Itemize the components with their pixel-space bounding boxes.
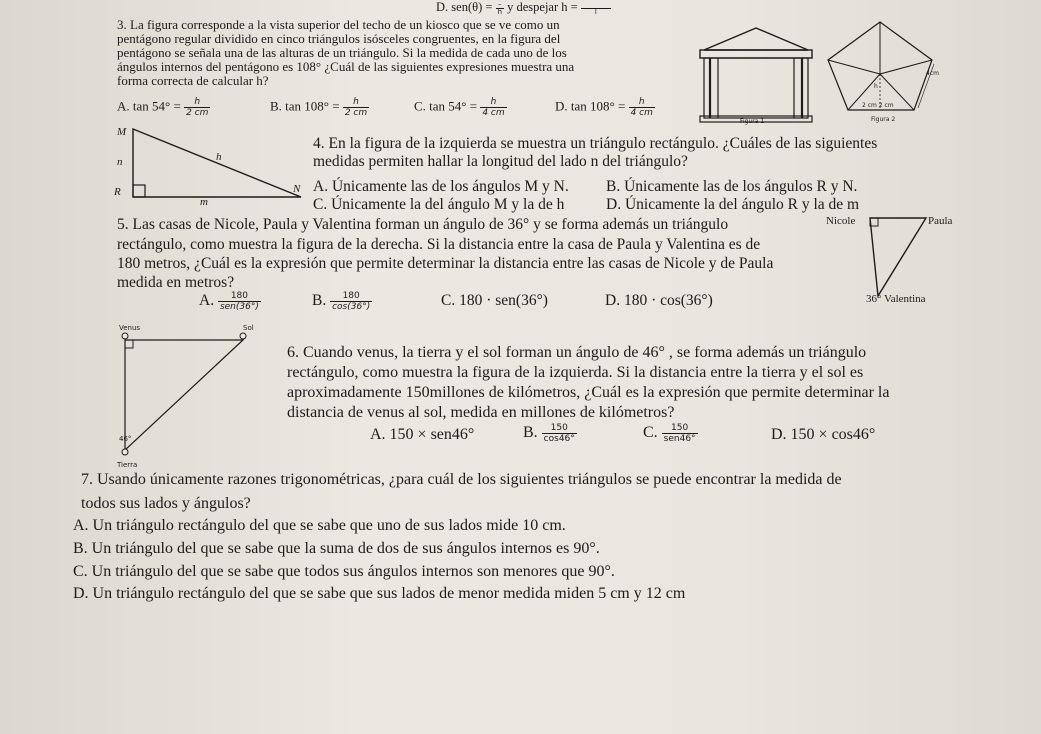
q3-line-3: pentágono se señala una de las alturas de un triángulo. Si la medida de cada uno de los [117,45,567,60]
label-tierra: Tierra [117,461,138,469]
figure-2-caption: Figura 2 [871,116,896,123]
q6-line-4: distancia de venus al sol, medida en millones de kilómetros? [287,404,675,421]
header-suffix: y despejar h = [507,0,578,14]
q3-line-4: ángulos internos del pentágono es 108° ¿Cuál de las siguientes expresiones muestra una [117,59,575,74]
q4-option-b: B. Únicamente las de los ángulos R y N. [606,178,858,195]
label-46: 46° [119,435,132,443]
q6-option-c-label: C. [643,424,658,442]
label-venus: Venus [119,324,141,332]
q3-option-d-label: D. tan 108° = [555,98,629,114]
q4-option-d: D. Únicamente la del ángulo R y la de m [606,196,860,213]
frac-den: sen(36°) [219,302,259,312]
fig2-side-label: 4cm [926,70,939,77]
frac-num: 180 [330,291,372,302]
label-R: R [114,186,121,198]
label-n: n [117,156,123,168]
label-sol: Sol [243,324,254,332]
header-frac-den: h [497,7,502,16]
frac-den: 4 cm [630,108,653,118]
earth-dot [122,449,128,455]
label-M: M [117,126,127,138]
q4-option-a: A. Únicamente las de los ángulos M y N. [313,178,569,195]
q3-line-5: forma correcta de calcular h? [117,73,269,88]
q3-option-a-label: A. tan 54° = [117,98,185,114]
fig2-base-label: 2 cm 2 cm [862,102,894,109]
q5-option-c: C. 180 · sen(36°) [441,292,548,309]
q3-option-b-fraction [343,97,369,118]
q5-option-d: D. 180 · cos(36°) [605,292,713,309]
frac-den: sen46° [663,434,696,444]
q6-line-2: rectángulo, como muestra la figura de la izquierda. Si la distancia entre la tierra y el sol es [287,364,864,381]
q6-option-d: D. 150 × cos46° [771,426,876,443]
q5-line-2: rectángulo, como muestra la figura de la derecha. Si la distancia entre la casa de Paula y Valentina es de [117,236,761,253]
q5-option-a [199,291,261,312]
q3-option-d [555,97,655,118]
label-valentina: Valentina [884,293,926,305]
figure-1-caption: Figura 1 [740,118,765,125]
q6-option-b [523,423,577,444]
houses-triangle-figure [862,214,936,304]
header-line [436,0,611,16]
frac-den: 2 cm [186,108,209,118]
frac-num: h [480,97,506,108]
q3-option-b [270,97,369,118]
q3-option-b-label: B. tan 108° = [270,98,343,114]
q5-line-1: 5. Las casas de Nicole, Paula y Valentina forman un ángulo de 36° y se forma además un triángulo [117,216,729,233]
label-paula: Paula [928,215,953,227]
q5-option-b-label: B. [312,292,327,310]
q6-option-b-label: B. [523,424,538,442]
q3-option-c-label: C. tan 54° = [414,98,481,114]
frac-num: 180 [218,291,261,302]
frac-den: cos46° [543,434,575,444]
frac-den: 4 cm [482,108,505,118]
header-text: D. sen(θ) = [436,0,496,14]
pentagon-figure [822,16,942,116]
triangle-mnr-figure [115,125,315,205]
q3-line-2: pentágono regular dividido en cinco triángulos isósceles congruentes, en la figura del [117,31,561,46]
label-nicole: Nicole [826,215,856,227]
q7-option-d: D. Un triángulo rectángulo del que se sabe que sus lados de menor medida miden 5 cm y 12 cm [73,585,686,602]
q7-option-c: C. Un triángulo del que se sabe que todos sus ángulos internos son menores que 90°. [73,563,615,580]
q3-option-c-fraction [480,97,506,118]
q3-line-1: 3. La figura corresponde a la vista superior del techo de un kiosco que se ve como un [117,17,560,32]
q6-option-b-fraction [542,423,577,444]
frac-num: h [629,97,655,108]
q5-option-b [312,291,372,312]
label-h: h [216,151,222,163]
header-fraction [496,1,504,16]
venus-sun-earth-figure [115,316,265,456]
q6-line-1: 6. Cuando venus, la tierra y el sol forman un ángulo de 46° , se forma además un triángulo [287,344,867,361]
q3-option-a-fraction [184,97,210,118]
header-tail-den: l [594,7,597,16]
q7-option-a: A. Un triángulo rectángulo del que se sabe que uno de sus lados mide 10 cm. [73,517,566,534]
q7-line-1: 7. Usando únicamente razones trigonométricas, ¿para cuál de los siguientes triángulos se puede encontrar la medida de [81,471,842,488]
kiosk-figure [696,26,816,126]
q5-option-a-fraction [218,291,261,312]
frac-num: 150 [542,423,577,434]
q5-option-b-fraction [330,291,372,312]
q3-option-c [414,97,507,118]
frac-den: 2 cm [344,108,368,118]
q4-line-2: medidas permiten hallar la longitud del lado n del triángulo? [313,153,688,170]
q5-line-4: medida en metros? [117,274,235,291]
q6-option-c-fraction [662,423,698,444]
q5-option-a-label: A. [199,292,215,310]
q5-line-3: 180 metros, ¿Cuál es la expresión que permite determinar la distancia entre las casas de Nicole y de Paula [117,255,774,272]
label-m: m [200,196,208,208]
q4-option-c: C. Únicamente la del ángulo M y la de h [313,196,565,213]
q6-option-c [643,423,698,444]
q4-line-1: 4. En la figura de la izquierda se muestra un triángulo rectángulo. ¿Cuáles de las siguientes [313,135,878,152]
label-36: 36° [866,293,882,305]
label-N: N [293,183,301,195]
q3-option-a [117,97,210,118]
fig2-h-label: h [874,83,878,90]
frac-num: 150 [662,423,698,434]
frac-num: h [184,97,210,108]
q3-option-d-fraction [629,97,655,118]
q6-option-a: A. 150 × sen46° [370,426,475,443]
header-frac-num: – [496,1,504,9]
q6-line-3: aproximadamente 150millones de kilómetros, ¿Cuál es la expresión que permite determinar la [287,384,890,401]
frac-num: h [343,97,369,108]
q7-option-b: B. Un triángulo del que se sabe que la suma de dos de sus ángulos internos es 90°. [73,540,600,557]
q7-line-2: todos sus lados y ángulos? [81,495,251,512]
header-tail-fraction [581,1,611,16]
frac-den: cos(36°) [332,302,371,312]
